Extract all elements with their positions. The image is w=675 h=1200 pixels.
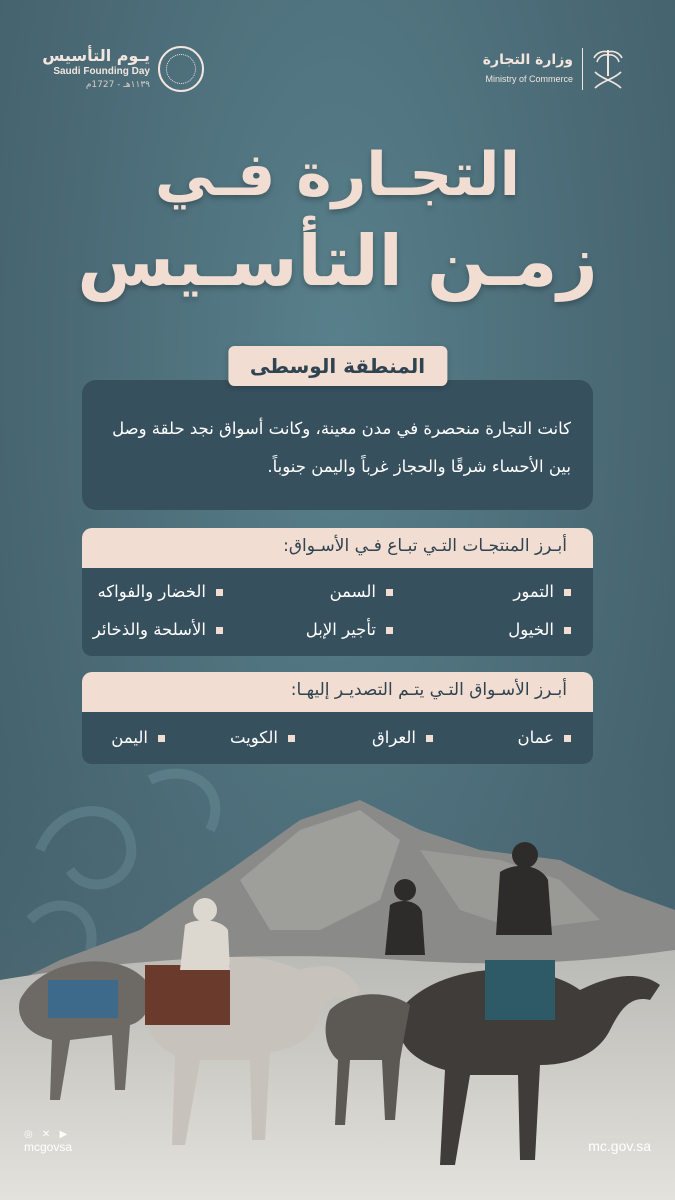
exports-box — [82, 712, 593, 764]
ministry-name-en: Ministry of Commerce — [485, 74, 573, 84]
region-description: كانت التجارة منحصرة في مدن معينة، وكانت أسواق نجد حلقة وصل بين الأحساء شرقًا والحجاز غرباً واليمن جنوباً. — [112, 419, 571, 476]
export-market-item: الكويت — [230, 728, 295, 747]
product-item: تأجير الإبل — [306, 620, 393, 639]
logo-divider — [582, 48, 583, 90]
ministry-name-ar: وزارة التجارة — [482, 52, 573, 68]
export-market-item: عمان — [517, 728, 571, 747]
product-item: الأسلحة والذخائر — [93, 620, 223, 639]
caravan-photo — [0, 760, 675, 1200]
ministry-logo — [471, 42, 631, 98]
product-item: الخضار والفواكه — [97, 582, 223, 601]
palm-swords-icon — [589, 46, 627, 92]
product-item: التمور — [513, 582, 571, 601]
social-footer — [24, 1129, 72, 1154]
founding-day-title-en: Saudi Founding Day — [53, 66, 150, 77]
export-market-item: اليمن — [111, 728, 165, 747]
founding-day-years: ١١٣٩هـ - 1727م — [85, 80, 150, 90]
export-market-item: العراق — [372, 728, 433, 747]
exports-label: أبـرز الأسـواق التـي يتـم التصديـر إليهـا: — [82, 672, 593, 712]
saddle-blanket — [485, 960, 555, 1020]
saddle-blanket — [48, 980, 118, 1018]
page-title-line2: زمـن التأسـيس — [77, 220, 598, 302]
page-title-line1: التجـارة فـي — [154, 140, 521, 210]
products-box — [82, 568, 593, 656]
founding-day-logo — [44, 42, 204, 98]
products-label: أبـرز المنتجـات التـي تبـاع فـي الأسـواق: — [82, 528, 593, 568]
founding-day-title-ar: يـوم التأسيس — [42, 46, 150, 65]
website-link[interactable]: mc.gov.sa — [588, 1138, 651, 1154]
social-icons[interactable]: ◎ ✕ ▶ — [24, 1129, 71, 1140]
product-item: الخيول — [508, 620, 571, 639]
region-description-box — [82, 380, 593, 510]
region-label: المنطقة الوسطى — [228, 346, 447, 386]
founding-day-emblem-icon — [158, 46, 204, 92]
social-handle[interactable]: mcgovsa — [24, 1140, 73, 1154]
product-item: السمن — [330, 582, 393, 601]
saddle-blanket — [145, 965, 230, 1025]
